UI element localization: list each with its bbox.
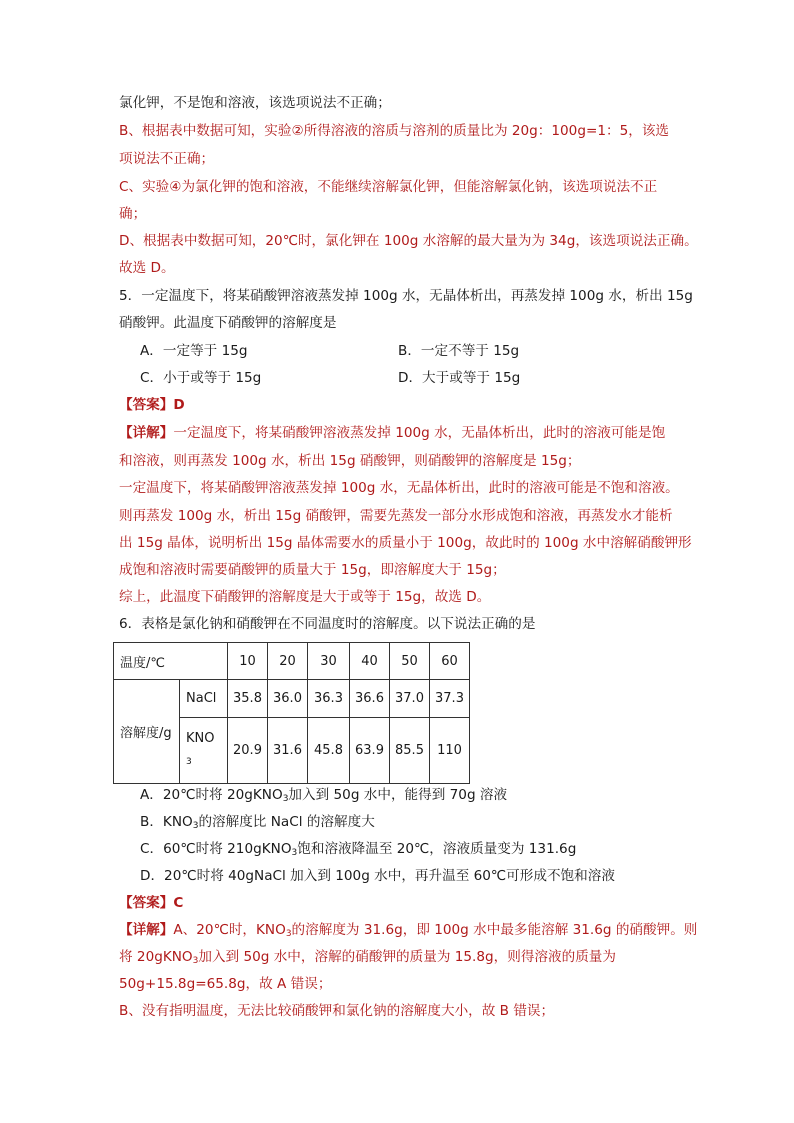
q6-stem: 6．表格是氯化钠和硝酸钾在不同温度时的溶解度。以下说法正确的是 — [119, 616, 536, 632]
q5-option-d: D．大于或等于 15g — [398, 370, 521, 386]
solubility-label: 溶解度/g — [114, 680, 180, 784]
kno3-cell: 63.9 — [350, 718, 390, 784]
intro-line-7: 故选 D。 — [119, 260, 175, 276]
q6-detail-2-part-2: 加入到 50g 水中，溶解的硝酸钾的质量为 15.8g，则得溶液的质量为 — [198, 949, 616, 965]
nacl-cell: 36.6 — [350, 680, 390, 718]
temp-cell: 30 — [308, 643, 350, 680]
temp-cell: 50 — [390, 643, 430, 680]
q5-option-b: B．一定不等于 15g — [398, 343, 520, 359]
intro-line-1: 氯化钾，不是饱和溶液，该选项说法不正确； — [119, 95, 391, 111]
q6-detail-line-4: B、没有指明温度，无法比较硝酸钾和氯化钠的溶解度大小，故 B 错误； — [119, 1003, 555, 1019]
nacl-cell: 36.0 — [268, 680, 308, 718]
q5-stem-line-1: 5．一定温度下，将某硝酸钾溶液蒸发掉 100g 水，无晶体析出，再蒸发掉 100g 水，析出 15g — [119, 288, 693, 304]
q6-detail-line-1 — [119, 920, 697, 940]
q6-detail-line-3: 50g+15.8g=65.8g，故 A 错误； — [119, 976, 332, 992]
q6-detail-1-part-1: A、20℃时，KNO — [173, 922, 286, 938]
q5-answer — [119, 395, 185, 415]
q6-option-c-subscript: 3 — [291, 848, 298, 858]
q5-detail-line-2: 和溶液，则再蒸发 100g 水，析出 15g 硝酸钾，则硝酸钾的溶解度是 15g； — [119, 453, 581, 469]
intro-line-2: B、根据表中数据可知，实验②所得溶液的溶质与溶剂的质量比为 20g：100g=1：5，该选 — [119, 123, 670, 139]
q5-stem-line-2: 硝酸钾。此温度下硝酸钾的溶解度是 — [119, 315, 337, 331]
q5-detail-text-1: 一定温度下，将某硝酸钾溶液蒸发掉 100g 水，无晶体析出，此时的溶液可能是饱 — [173, 425, 666, 441]
q6-detail-tag: 【详解】 — [119, 922, 174, 938]
q5-detail-tag: 【详解】 — [119, 425, 174, 441]
q5-detail-line-1 — [119, 423, 665, 443]
kno3-cell: 85.5 — [390, 718, 430, 784]
q6-answer-value: C — [173, 895, 184, 911]
q6-detail-2-part-1: 将 20gKNO — [119, 949, 193, 965]
intro-line-4: C、实验④为氯化钾的饱和溶液，不能继续溶解氯化钾，但能溶解氯化钠，该选项说法不正 — [119, 179, 658, 195]
q6-option-d: D．20℃时将 40gNaCl 加入到 100g 水中，再升温至 60℃可形成不饱和溶液 — [140, 868, 615, 884]
q5-option-a: A．一定等于 15g — [140, 343, 248, 359]
q6-answer-tag: 【答案】 — [119, 895, 174, 911]
nacl-label: NaCl — [180, 680, 228, 718]
q5-detail-line-3: 一定温度下，将某硝酸钾溶液蒸发掉 100g 水，无晶体析出，此时的溶液可能是不饱和溶液。 — [119, 480, 679, 496]
kno3-label-sub: 3 — [186, 757, 192, 767]
q6-detail-2-subscript: 3 — [192, 956, 199, 966]
nacl-cell: 37.0 — [390, 680, 430, 718]
q5-detail-line-6: 成饱和溶液时需要硝酸钾的质量大于 15g，即溶解度大于 15g； — [119, 562, 506, 578]
q6-option-a — [140, 785, 507, 805]
q6-option-b — [140, 812, 375, 832]
temp-cell: 20 — [268, 643, 308, 680]
q6-option-b-part-1: B．KNO — [140, 814, 193, 830]
solubility-table — [113, 642, 470, 784]
q6-option-a-part-2: 加入到 50g 水中，能得到 70g 溶液 — [288, 787, 508, 803]
nacl-cell: 37.3 — [430, 680, 470, 718]
intro-line-5: 确； — [119, 206, 147, 222]
kno3-cell: 31.6 — [268, 718, 308, 784]
q6-option-a-part-1: A．20℃时将 20gKNO — [140, 787, 283, 803]
q6-detail-1-part-2: 的溶解度为 31.6g，即 100g 水中最多能溶解 31.6g 的硝酸钾。则 — [291, 922, 698, 938]
kno3-cell: 20.9 — [228, 718, 268, 784]
nacl-cell: 36.3 — [308, 680, 350, 718]
temp-cell: 60 — [430, 643, 470, 680]
intro-line-6: D、根据表中数据可知，20℃时，氯化钾在 100g 水溶解的最大量为为 34g，该选项说法正确。 — [119, 233, 698, 249]
q5-detail-line-4: 则再蒸发 100g 水，析出 15g 硝酸钾，需要先蒸发一部分水形成饱和溶液，再蒸发水才能析 — [119, 508, 673, 524]
kno3-label — [180, 718, 228, 784]
q5-detail-line-5: 出 15g 晶体，说明析出 15g 晶体需要水的质量小于 100g，故此时的 100g 水中溶解硝酸钾形 — [119, 535, 692, 551]
kno3-label-main: KNO — [186, 731, 215, 746]
q6-detail-1-subscript: 3 — [285, 929, 292, 939]
q6-option-b-subscript: 3 — [192, 821, 199, 831]
intro-line-3: 项说法不正确； — [119, 151, 215, 167]
q5-answer-tag: 【答案】 — [119, 397, 174, 413]
q6-option-c-part-1: C．60℃时将 210gKNO — [140, 841, 292, 857]
nacl-cell: 35.8 — [228, 680, 268, 718]
q6-option-c-part-2: 饱和溶液降温至 20℃，溶液质量变为 131.6g — [297, 841, 577, 857]
kno3-cell: 110 — [430, 718, 470, 784]
q5-detail-line-7: 综上，此温度下硝酸钾的溶解度是大于或等于 15g，故选 D。 — [119, 589, 491, 605]
table-row-temperature — [114, 643, 470, 680]
q6-option-c — [140, 839, 576, 859]
q5-answer-value: D — [173, 397, 185, 413]
q6-answer — [119, 893, 183, 913]
temp-cell: 10 — [228, 643, 268, 680]
q6-detail-line-2 — [119, 947, 616, 967]
q5-option-c: C．小于或等于 15g — [140, 370, 262, 386]
table-row-nacl — [114, 680, 470, 718]
temperature-label: 温度/℃ — [114, 643, 228, 680]
temp-cell: 40 — [350, 643, 390, 680]
q6-option-a-subscript: 3 — [282, 794, 289, 804]
kno3-cell: 45.8 — [308, 718, 350, 784]
q6-option-b-part-2: 的溶解度比 NaCl 的溶解度大 — [198, 814, 375, 830]
